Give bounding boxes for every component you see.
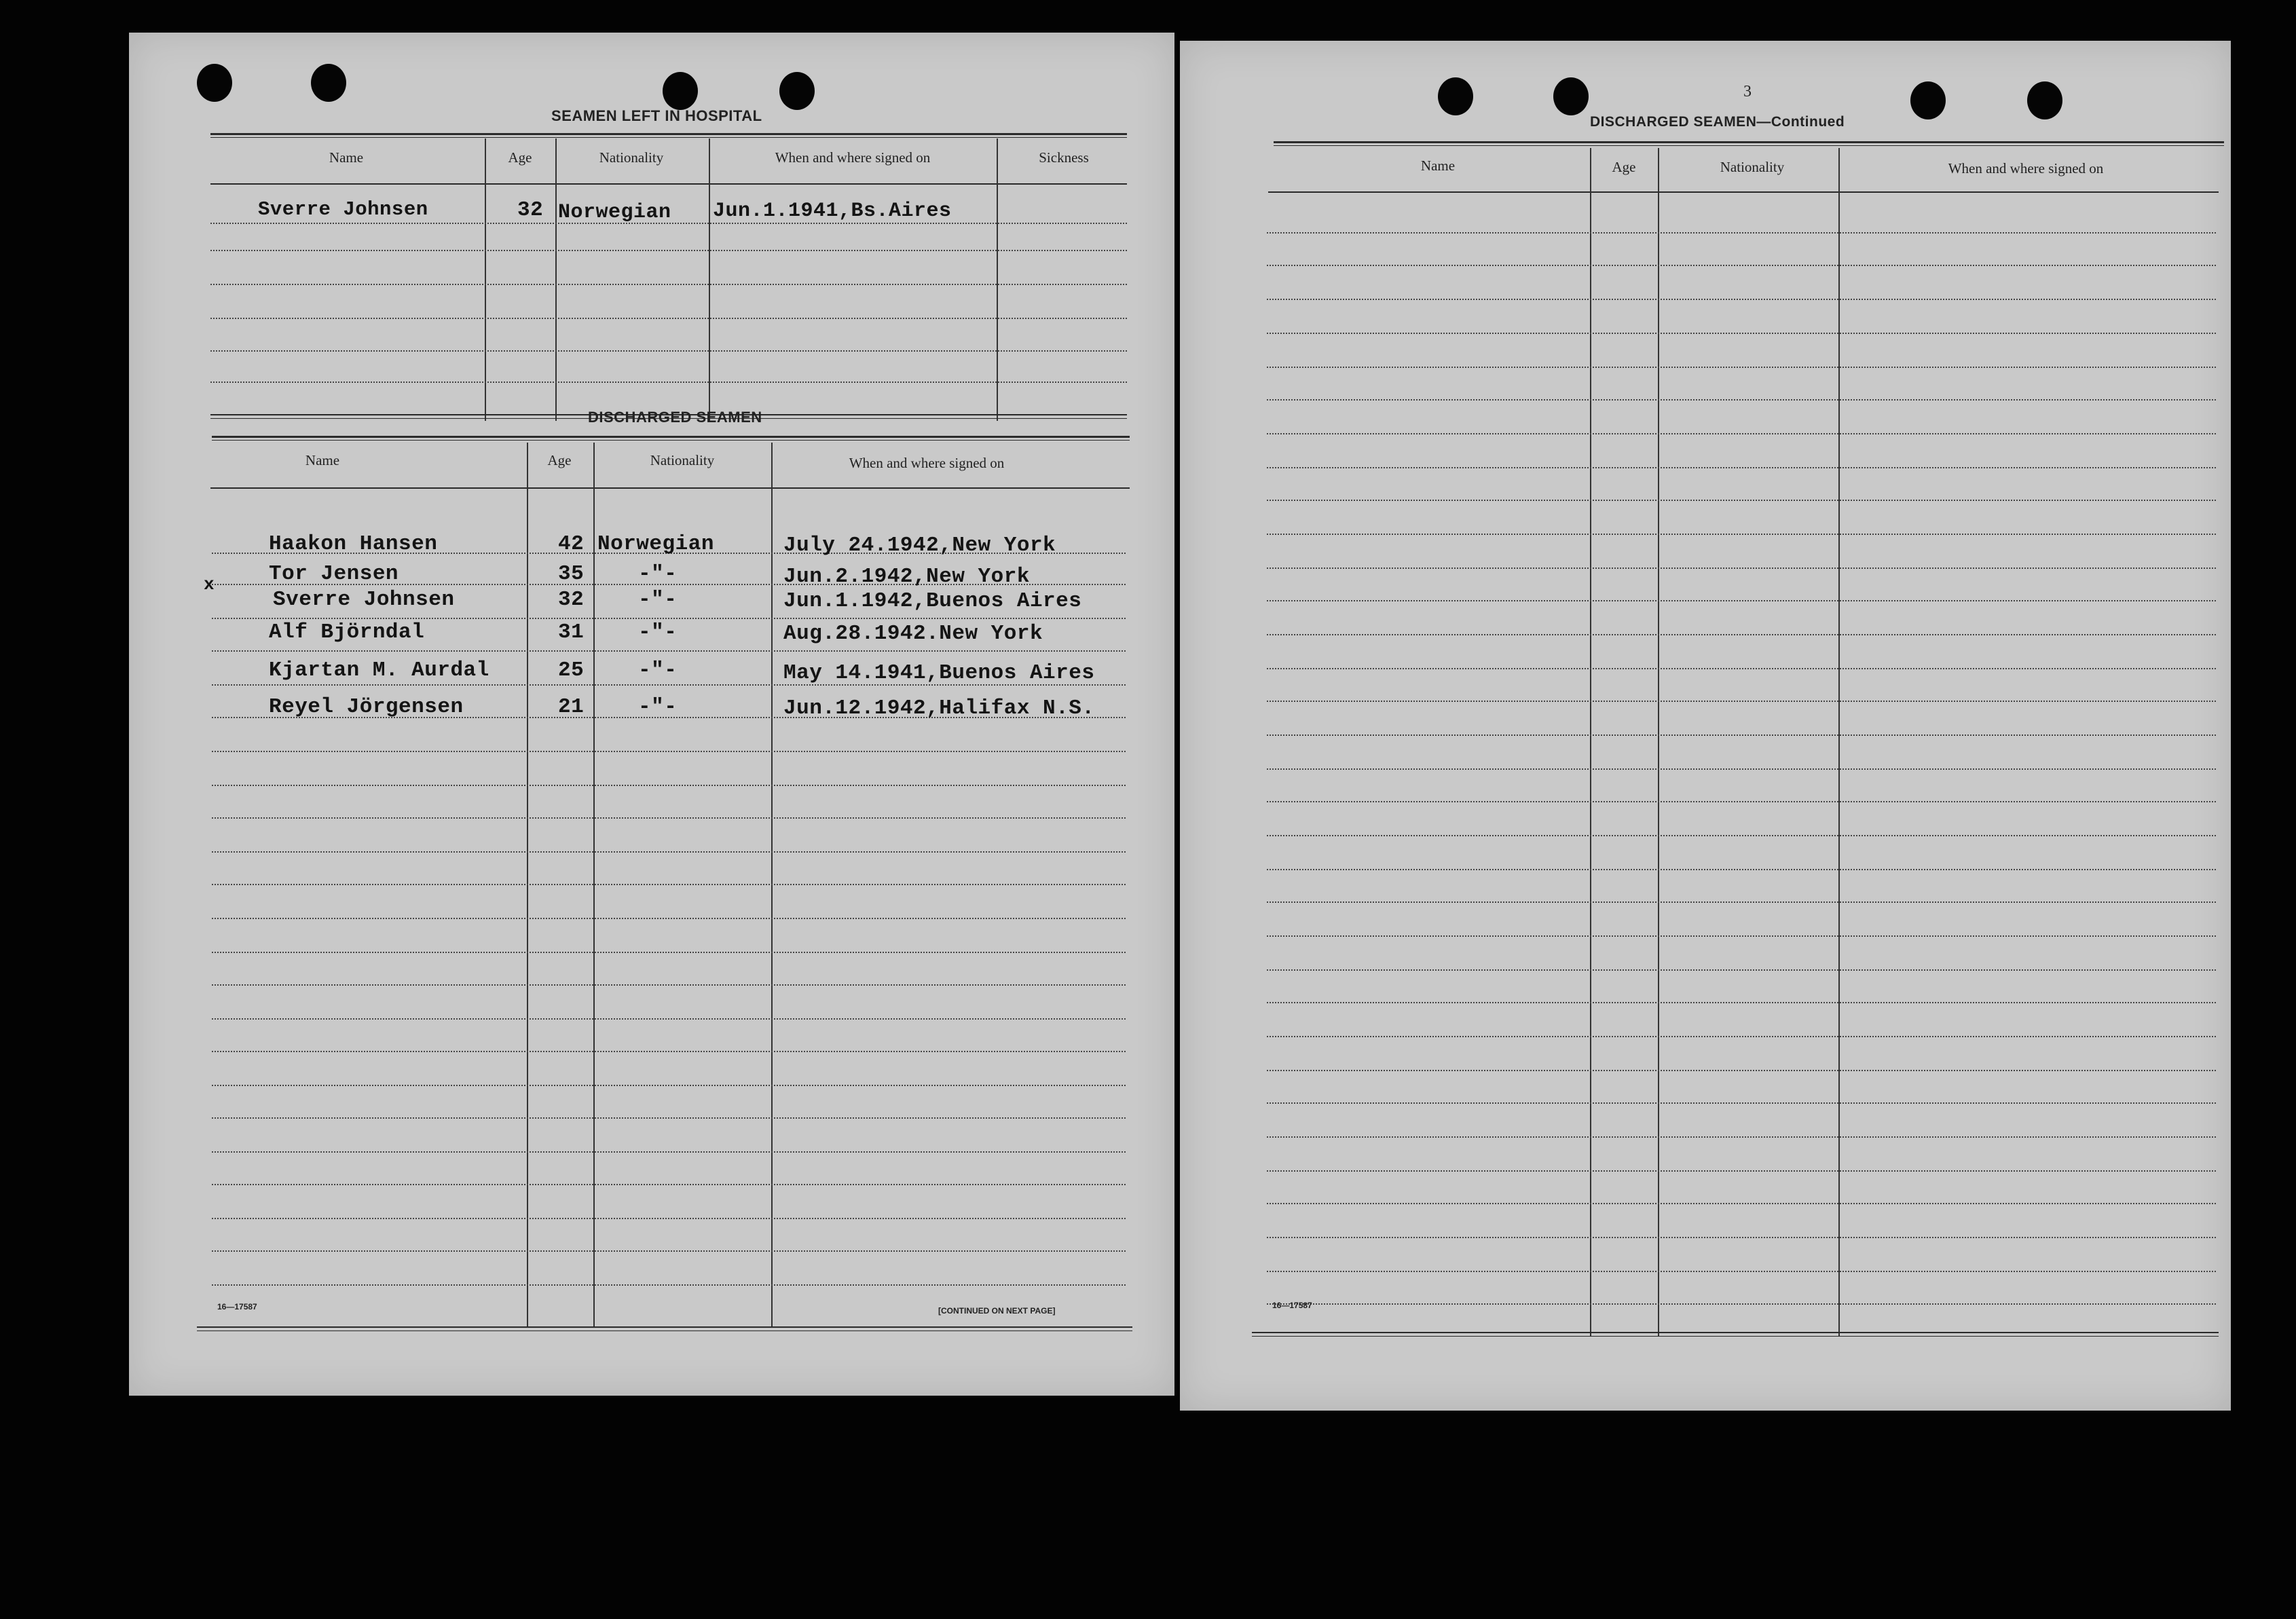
row-nationality: -"-	[638, 562, 678, 586]
punch-hole	[1553, 77, 1589, 115]
right-header-nationality: Nationality	[1720, 159, 1785, 175]
continued-note: [CONTINUED ON NEXT PAGE]	[938, 1306, 1056, 1316]
row-age: 25	[558, 658, 585, 682]
hospital-header-signed-on: When and where signed on	[775, 149, 931, 166]
discharged-header-nationality: Nationality	[650, 452, 715, 468]
row-name: Kjartan M. Aurdal	[269, 658, 489, 682]
row-age: 31	[558, 620, 585, 644]
right-page-title: DISCHARGED SEAMEN—Continued	[1590, 114, 1845, 130]
hospital-header-sickness: Sickness	[1039, 149, 1089, 166]
row-nationality: Norwegian	[597, 532, 714, 556]
row-nationality: -"-	[638, 658, 678, 682]
punch-hole	[311, 64, 346, 102]
hospital-section-title: SEAMEN LEFT IN HOSPITAL	[551, 107, 762, 124]
punch-hole	[1910, 81, 1946, 119]
row-age: 35	[558, 562, 585, 586]
row-signed-on: Jun.12.1942,Halifax N.S.	[783, 696, 1095, 720]
discharged-header-age: Age	[547, 452, 572, 468]
hospital-header-nationality: Nationality	[599, 149, 664, 166]
left-page	[129, 33, 1174, 1396]
row-nationality: -"-	[638, 620, 678, 644]
hospital-row-name: Sverre Johnsen	[258, 198, 428, 221]
discharged-header-name: Name	[305, 452, 340, 468]
right-header-age: Age	[1612, 159, 1636, 175]
row-age: 32	[558, 588, 585, 612]
row-signed-on: Jun.2.1942,New York	[783, 565, 1030, 589]
punch-hole	[2027, 81, 2062, 119]
row-name: Tor Jensen	[269, 562, 399, 586]
hospital-row-nationality: Norwegian	[558, 201, 671, 224]
discharged-header-signed-on: When and where signed on	[849, 455, 1005, 471]
punch-hole	[197, 64, 232, 102]
hospital-row-age: 32	[517, 198, 544, 222]
form-number: 16—17587	[217, 1302, 257, 1311]
row-name: Sverre Johnsen	[273, 588, 455, 612]
row-signed-on: Jun.1.1942,Buenos Aires	[783, 589, 1082, 613]
row-name: Alf Björndal	[269, 620, 425, 644]
discharged-section-title: DISCHARGED SEAMEN	[588, 409, 762, 426]
row-signed-on: May 14.1941,Buenos Aires	[783, 661, 1095, 685]
hospital-header-name: Name	[329, 149, 364, 166]
row-name: Reyel Jörgensen	[269, 695, 464, 719]
page-number: 3	[1743, 83, 1752, 100]
table-top-rule	[210, 133, 1127, 135]
row-signed-on: Aug.28.1942.New York	[783, 622, 1043, 646]
form-number: 16—17587	[1272, 1301, 1312, 1310]
right-header-name: Name	[1420, 157, 1456, 174]
right-header-signed-on: When and where signed on	[1948, 160, 2104, 176]
row-nationality: -"-	[638, 588, 678, 612]
row-age: 21	[558, 695, 585, 719]
punch-hole	[779, 72, 815, 110]
punch-hole	[663, 72, 698, 110]
punch-hole	[1438, 77, 1473, 115]
row-age: 42	[558, 532, 585, 556]
hospital-row-signed-on: Jun.1.1941,Bs.Aires	[713, 200, 952, 223]
hospital-header-age: Age	[508, 149, 532, 166]
row-name: Haakon Hansen	[269, 532, 438, 556]
row-signed-on: July 24.1942,New York	[783, 534, 1056, 557]
right-page	[1180, 41, 2231, 1411]
row-nationality: -"-	[638, 695, 678, 719]
row-mark: x	[204, 574, 215, 595]
